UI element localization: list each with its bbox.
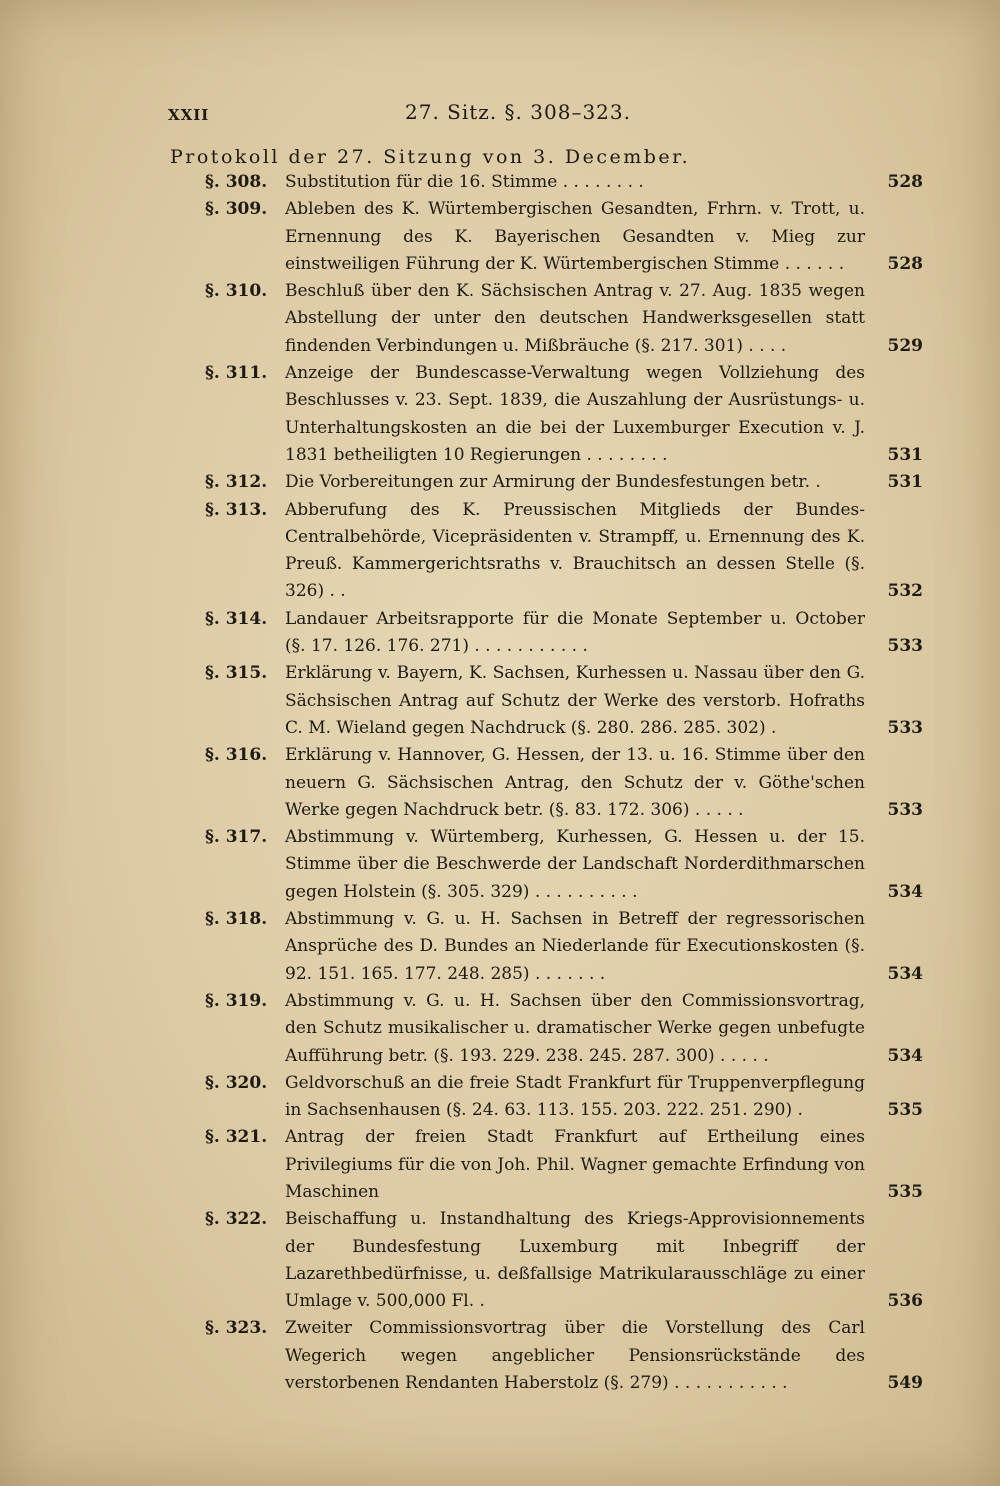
section-number: §. 310. bbox=[205, 281, 268, 302]
toc-entry bbox=[205, 660, 923, 742]
page-reference: 532 bbox=[887, 581, 923, 602]
section-description: Zweiter Commissionsvortrag über die Vorstellung des Carl Wegerich wegen angeblicher Pensionsrückstände des verstorbenen Rendanten Haberstolz (§. 279) . . . . . . . . . . . bbox=[285, 1318, 865, 1394]
toc-entry bbox=[205, 1124, 923, 1206]
section-number: §. 308. bbox=[205, 172, 268, 192]
section-description: Beschluß über den K. Sächsischen Antrag v. 27. Aug. 1835 wegen Abstellung der unter den deutschen Handwerksgesellen statt findenden Verbindungen u. Mißbräuche (§. 217. 301) . . . . bbox=[285, 281, 865, 356]
section-number: §. 322. bbox=[205, 1209, 268, 1230]
page-reference: 533 bbox=[887, 636, 923, 657]
page-reference: 534 bbox=[887, 1045, 923, 1066]
section-number: §. 315. bbox=[205, 663, 268, 684]
section-description: Landauer Arbeitsrapporte für die Monate September u. October (§. 17. 126. 176. 271) . . . . . . . . . . . bbox=[285, 608, 865, 657]
section-description: Antrag der freien Stadt Frankfurt auf Ertheilung eines Privilegiums für die von Joh. Phil. Wagner gemachte Erfindung von Maschinen bbox=[285, 1127, 865, 1202]
section-number: §. 321. bbox=[205, 1127, 268, 1148]
toc-entry bbox=[205, 606, 923, 661]
section-description: Anzeige der Bundescasse-Verwaltung wegen Vollziehung des Beschlusses v. 23. Sept. 1839, die Auszahlung der Ausrüstungs- u. Unterhaltungskosten an die bei der Luxemburger Execution v. J. 1831 betheiligten 10 Regierungen . . . . . . . . bbox=[285, 363, 865, 465]
section-description: Abberufung des K. Preussischen Mitglieds der Bundes-Centralbehörde, Vicepräsidenten v. Strampff, u. Ernennung des K. Preuß. Kammergerichtsraths v. Brauchitsch an dessen Stelle (§. 326) . . bbox=[285, 499, 865, 602]
toc-entry bbox=[205, 824, 923, 906]
toc-entry bbox=[205, 169, 923, 196]
section-description: Erklärung v. Bayern, K. Sachsen, Kurhessen u. Nassau über den G. Sächsischen Antrag auf Schutz der Werke des verstorb. Hofraths C. M. Wieland gegen Nachdruck (§. 280. 286. 285. 302) . bbox=[285, 663, 865, 738]
table-of-contents bbox=[205, 169, 923, 1397]
page-number: XXII bbox=[168, 106, 210, 124]
protocol-title: Protokoll der 27. Sitzung von 3. December. bbox=[170, 146, 691, 168]
page-reference: 534 bbox=[887, 963, 923, 984]
section-description: Abstimmung v. Würtemberg, Kurhessen, G. Hessen u. der 15. Stimme über die Beschwerde der Landschaft Norderdithmarschen gegen Holstein (§. 305. 329) . . . . . . . . . . bbox=[285, 827, 865, 902]
page-reference: 535 bbox=[887, 1181, 923, 1202]
section-number: §. 309. bbox=[205, 199, 268, 220]
toc-entry bbox=[205, 497, 923, 606]
toc-entry bbox=[205, 469, 923, 496]
toc-entry bbox=[205, 1206, 923, 1315]
page-reference: 529 bbox=[887, 335, 923, 356]
page-reference: 535 bbox=[887, 1100, 923, 1121]
toc-entry bbox=[205, 1070, 923, 1125]
section-description: Abstimmung v. G. u. H. Sachsen in Betreff der regressorischen Ansprüche des D. Bundes an Niederlande für Executionskosten (§. 92. 151. 165. 177. 248. 285) . . . . . . . bbox=[285, 909, 865, 984]
toc-entry bbox=[205, 988, 923, 1070]
section-description: Ableben des K. Würtembergischen Gesandten, Frhrn. v. Trott, u. Ernennung des K. Bayerischen Gesandten v. Mieg zur einstweiligen Führung der K. Würtembergischen Stimme . . . . . . bbox=[285, 199, 865, 274]
toc-entry bbox=[205, 742, 923, 824]
section-number: §. 316. bbox=[205, 745, 268, 766]
section-description: Substitution für die 16. Stimme . . . . . . . . bbox=[285, 172, 644, 192]
running-head bbox=[168, 100, 868, 130]
toc-entry bbox=[205, 278, 923, 360]
toc-entry bbox=[205, 1315, 923, 1397]
section-description: Beischaffung u. Instandhaltung des Kriegs-Approvisionnements der Bundesfestung Luxemburg mit Inbegriff der Lazarethbedürfnisse, u. deßfallsige Matrikularausschläge zu einer Umlage v. 500,000 Fl. . bbox=[285, 1209, 865, 1312]
toc-entry bbox=[205, 360, 923, 469]
page-reference: 528 bbox=[887, 253, 923, 274]
section-number: §. 323. bbox=[205, 1318, 268, 1339]
page-reference: 528 bbox=[887, 172, 923, 192]
page-reference: 533 bbox=[887, 799, 923, 820]
section-number: §. 314. bbox=[205, 608, 268, 629]
page-reference: 536 bbox=[887, 1291, 923, 1312]
running-title: 27. Sitz. §. 308–323. bbox=[405, 100, 631, 124]
section-description: Geldvorschuß an die freie Stadt Frankfurt für Truppenverpflegung in Sachsenhausen (§. 24. 63. 113. 155. 203. 222. 251. 290) . bbox=[285, 1072, 865, 1121]
section-description: Abstimmung v. G. u. H. Sachsen über den Commissionsvortrag, den Schutz musikalischer u. dramatischer Werke gegen unbefugte Aufführung betr. (§. 193. 229. 238. 245. 287. 300) . . . . . bbox=[285, 990, 865, 1066]
page-reference: 531 bbox=[887, 472, 923, 493]
toc-entry bbox=[205, 196, 923, 278]
section-number: §. 319. bbox=[205, 990, 268, 1011]
page-reference: 531 bbox=[887, 444, 923, 465]
section-number: §. 318. bbox=[205, 909, 268, 930]
section-description: Die Vorbereitungen zur Armirung der Bundesfestungen betr. . bbox=[285, 472, 821, 493]
section-number: §. 311. bbox=[205, 363, 268, 384]
section-description: Erklärung v. Hannover, G. Hessen, der 13. u. 16. Stimme über den neuern G. Sächsischen Antrag, den Schutz der v. Göthe'schen Werke gegen Nachdruck betr. (§. 83. 172. 306) . . . . . bbox=[285, 745, 865, 820]
section-number: §. 313. bbox=[205, 499, 268, 520]
page-reference: 533 bbox=[887, 717, 923, 738]
section-number: §. 320. bbox=[205, 1072, 268, 1093]
section-number: §. 312. bbox=[205, 472, 268, 493]
page-reference: 534 bbox=[887, 881, 923, 902]
section-number: §. 317. bbox=[205, 827, 268, 848]
toc-entry bbox=[205, 906, 923, 988]
page-reference: 549 bbox=[887, 1373, 923, 1394]
